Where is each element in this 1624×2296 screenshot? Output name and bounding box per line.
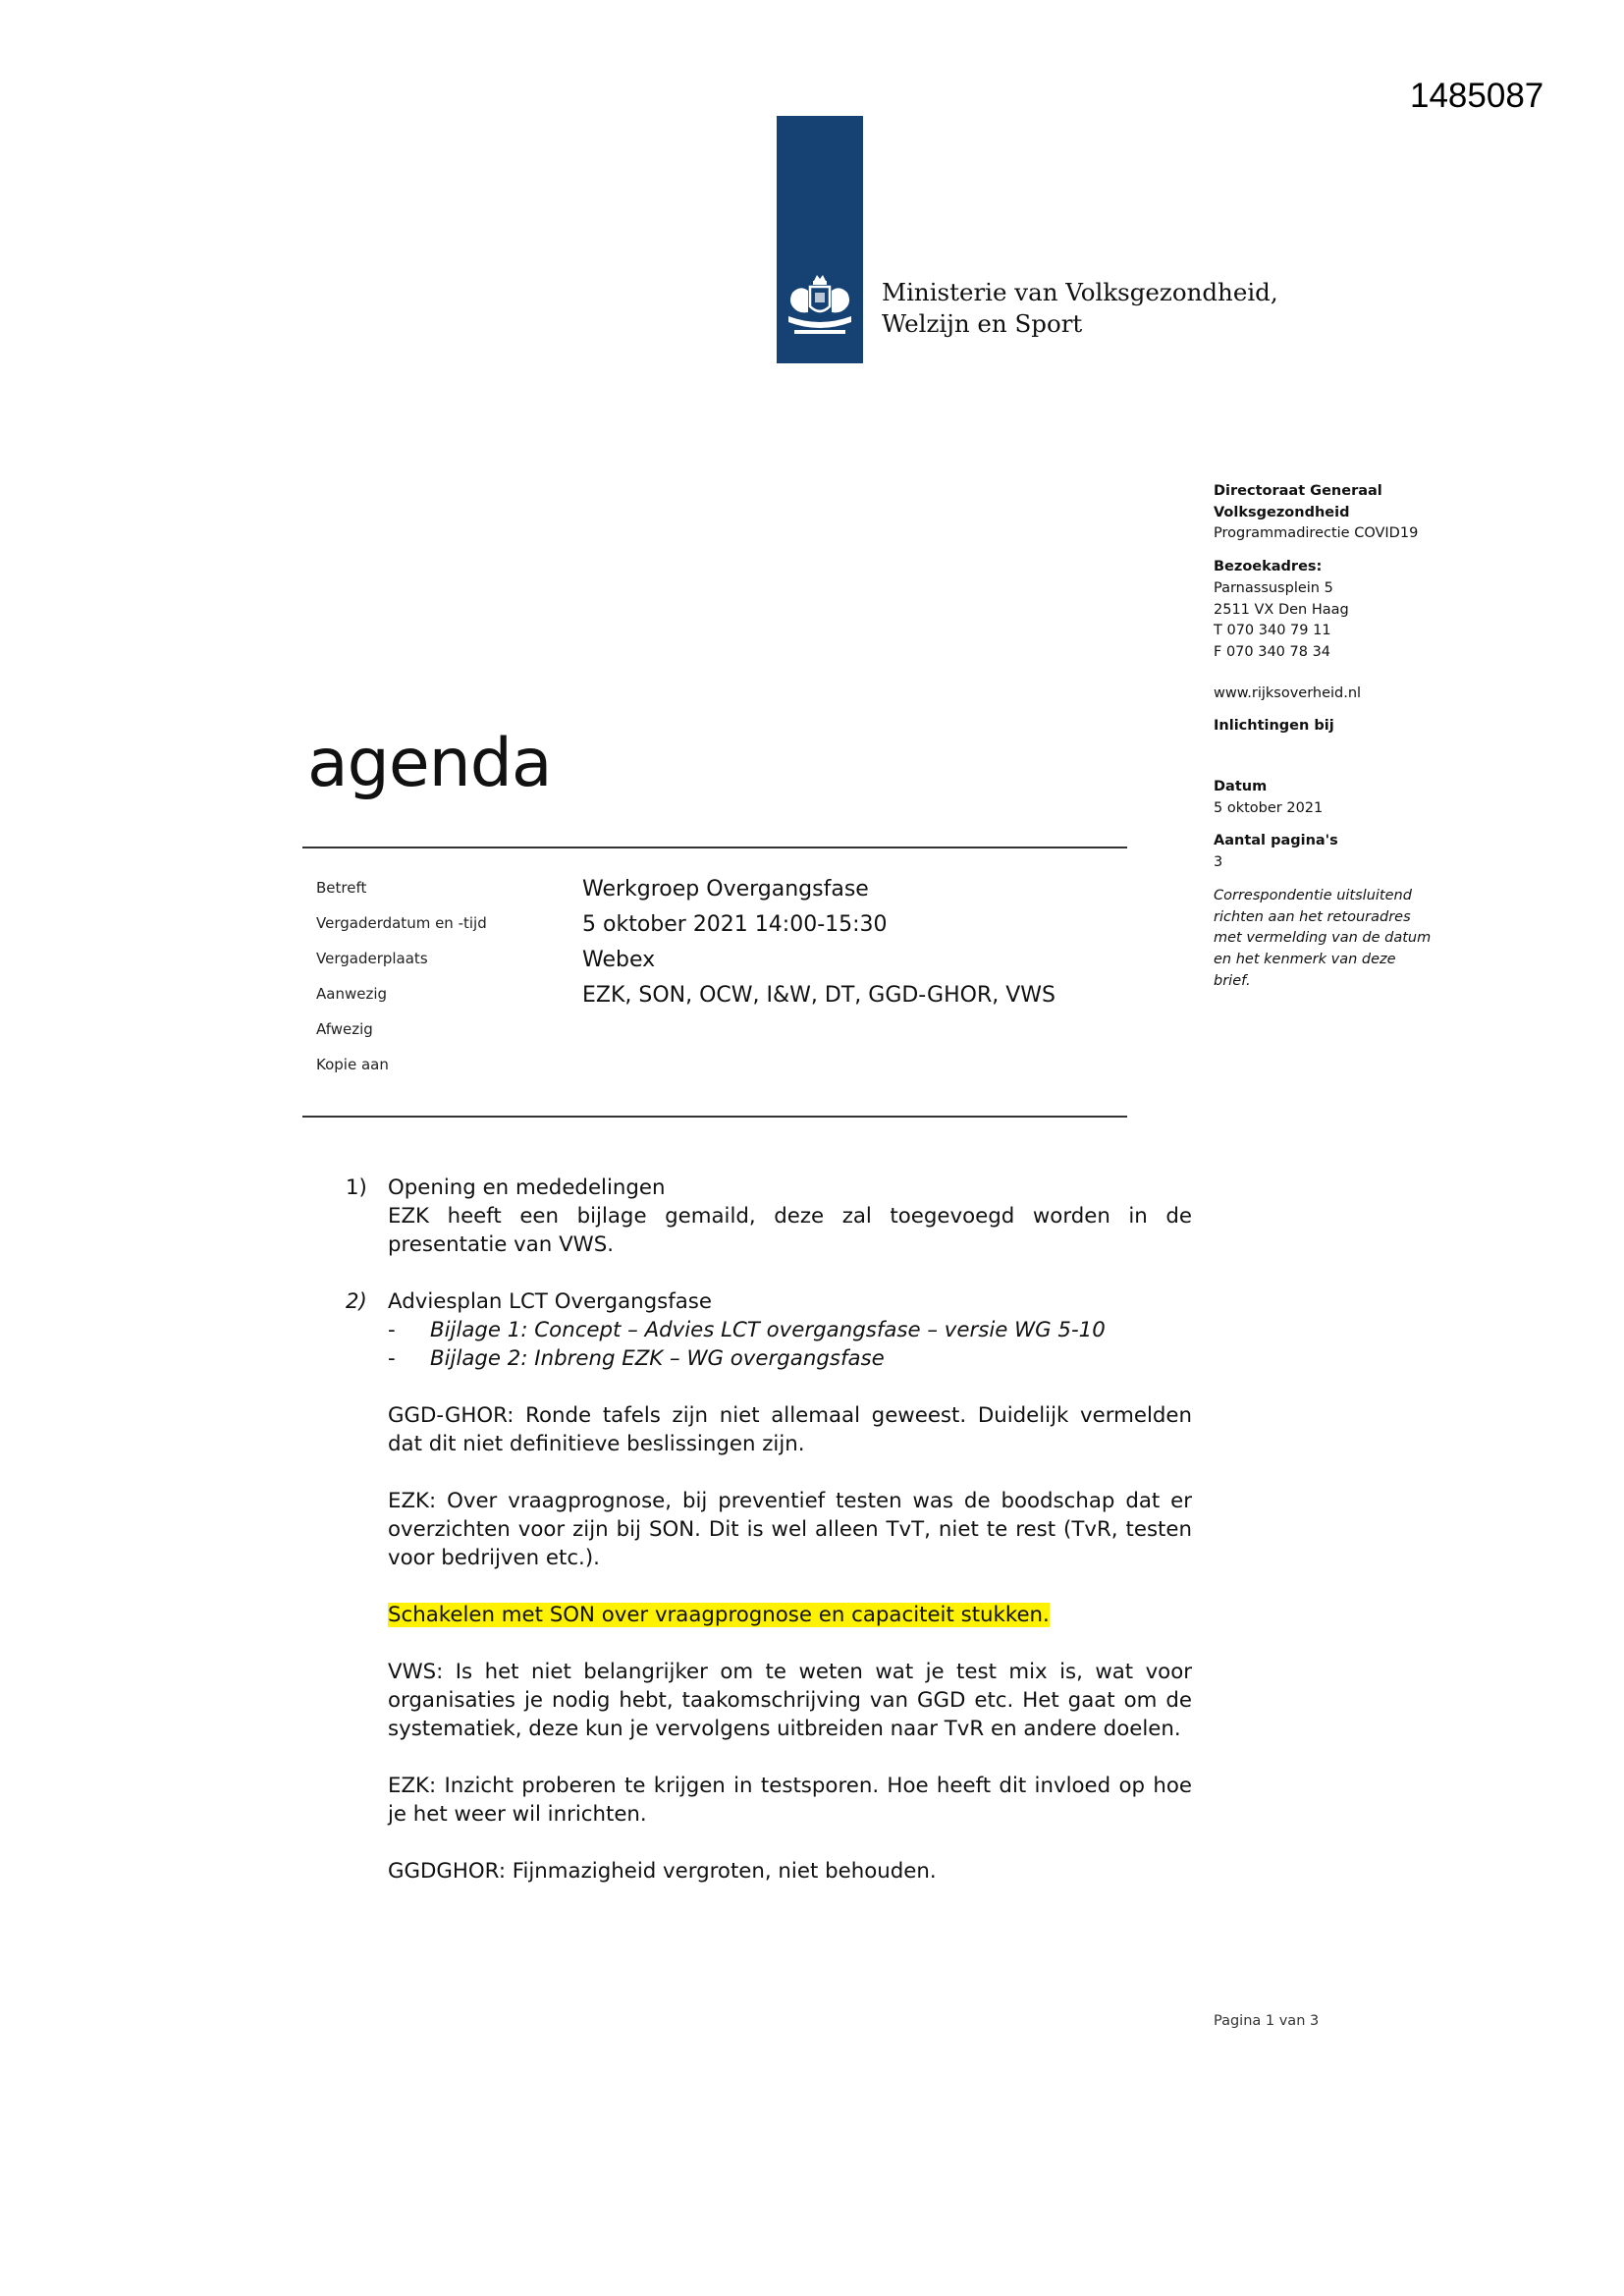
meta-label-subject: Betreft [316,879,367,897]
discussion-paragraph: VWS: Is het niet belangrijker om te weten wat je test mix is, wat voor organisaties je nodig hebt, taakomschrijving van GGD etc. Het gaat om de systematiek, deze kun je vervolgens uitbreiden naar TvR en andere doelen. [388,1660,1192,1741]
ministry-line-1: Ministerie van Volksgezondheid, [882,278,1278,306]
correspondence-note-5: brief. [1214,972,1251,989]
document-number: 1485087 [1410,77,1544,115]
agenda-item-title: Opening en mededelingen [388,1175,666,1200]
ministry-line-2: Welzijn en Sport [882,309,1083,338]
bottom-divider [302,1116,1127,1118]
directorate-line-1: Directoraat Generaal [1214,483,1382,499]
highlighted-action: Schakelen met SON over vraagprognose en capaciteit stukken. [388,1603,1050,1627]
bullet-dash: - [388,1318,396,1342]
date-label: Datum [1214,779,1268,795]
agenda-item-2 [346,1287,1192,1886]
meta-label-copy: Kopie aan [316,1056,389,1073]
meta-label-datetime: Vergaderdatum en -tijd [316,914,487,932]
directorate-line-3: Programmadirectie COVID19 [1214,525,1419,542]
pages-label: Aantal pagina's [1214,833,1338,849]
discussion-paragraph: GGDGHOR: Fijnmazigheid vergroten, niet behouden. [388,1859,937,1884]
phone-number: T 070 340 79 11 [1214,623,1331,639]
coat-of-arms-icon [781,273,859,344]
meta-label-location: Vergaderplaats [316,950,428,967]
street-address: Parnassusplein 5 [1214,579,1333,596]
correspondence-note-1: Correspondentie uitsluitend [1214,887,1412,903]
discussion-paragraph: GGD-GHOR: Ronde tafels zijn niet allemaal geweest. Duidelijk vermelden dat dit niet definitieve beslissingen zijn. [388,1403,1192,1456]
meta-value-datetime: 5 oktober 2021 14:00-15:30 [582,912,888,937]
discussion-paragraph: EZK: Over vraagprognose, bij preventief testen was de boodschap dat er overzichten voor zijn bij SON. Dit is wel alleen TvT, niet te rest (TvR, testen voor bedrijven etc.). [388,1489,1192,1570]
date-value: 5 oktober 2021 [1214,799,1324,816]
meta-value-location: Webex [582,948,656,972]
attachment-item [388,1344,1192,1373]
sender-sidebar [1214,481,1508,992]
pages-value: 3 [1214,854,1223,871]
discussion-paragraph: EZK: Inzicht proberen te krijgen in testsporen. Hoe heeft dit invloed op hoe je het weer wil inrichten. [388,1774,1192,1827]
action-point [388,1601,1192,1629]
top-divider [302,847,1127,848]
correspondence-note-4: en het kenmerk van deze [1214,951,1396,967]
agenda-item-number: 2) [346,1289,367,1314]
document-title: agenda [307,725,552,802]
attachment-text: Bijlage 2: Inbreng EZK – WG overgangsfase [430,1346,885,1371]
correspondence-note-2: richten aan het retouradres [1214,908,1411,925]
ministry-name [882,277,1278,340]
agenda-body [346,1174,1192,1886]
visit-address-label: Bezoekadres: [1214,559,1323,575]
bullet-dash: - [388,1346,396,1371]
meta-value-subject: Werkgroep Overgangsfase [582,877,869,902]
correspondence-note-3: met vermelding van de datum [1214,930,1432,947]
agenda-item-number: 1) [346,1175,367,1200]
agenda-item-1 [346,1174,1192,1259]
directorate-line-2: Volksgezondheid [1214,504,1350,520]
meta-label-absent: Afwezig [316,1020,373,1038]
website-link[interactable]: www.rijksoverheid.nl [1214,684,1362,701]
meta-label-present: Aanwezig [316,985,388,1003]
postal-city: 2511 VX Den Haag [1214,601,1349,618]
agenda-item-text: EZK heeft een bijlage gemaild, deze zal toegevoegd worden in de presentatie van VWS. [388,1204,1192,1257]
attachment-text: Bijlage 1: Concept – Advies LCT overgangsfase – versie WG 5-10 [430,1318,1106,1342]
attachment-item [388,1316,1192,1344]
page-number: Pagina 1 van 3 [1214,2013,1320,2029]
meta-value-present: EZK, SON, OCW, I&W, DT, GGD-GHOR, VWS [582,983,1056,1008]
agenda-item-title: Adviesplan LCT Overgangsfase [388,1289,712,1314]
fax-number: F 070 340 78 34 [1214,643,1331,660]
info-label: Inlichtingen bij [1214,718,1334,735]
